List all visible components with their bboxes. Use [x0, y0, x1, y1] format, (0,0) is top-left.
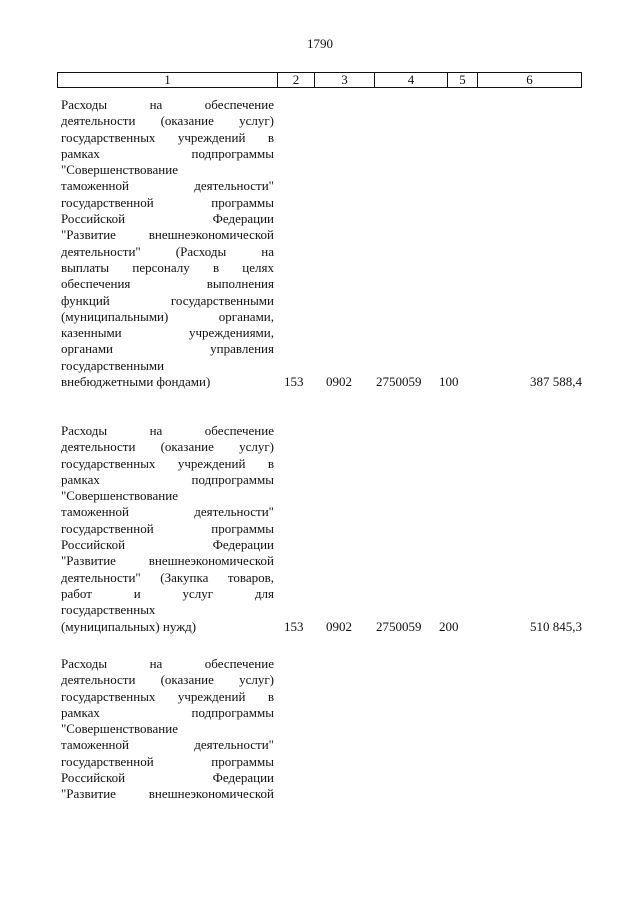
description-line: рамках подпрограммы: [61, 145, 274, 161]
description-line: деятельности" (Расходы на: [61, 243, 274, 259]
description-line: внебюджетными фондами): [61, 374, 211, 390]
description-line: рамках подпрограммы: [61, 471, 274, 487]
ministry-code-cell: 153: [284, 374, 304, 390]
description-line: (муниципальных) нужд): [61, 618, 197, 634]
description-line: Российской Федерации: [61, 537, 274, 553]
description-line: (муниципальными) органами,: [61, 308, 274, 324]
target-article-cell: 2750059: [376, 374, 422, 390]
ministry-code-cell: 153: [284, 618, 304, 634]
description-line: Российской Федерации: [61, 211, 274, 227]
description-line: рамках подпрограммы: [61, 704, 274, 720]
expense-type-cell: 100: [439, 374, 459, 390]
expense-type-cell: 200: [439, 618, 459, 634]
description-line: Расходы на обеспечение: [61, 423, 274, 438]
description-line: "Совершенствование: [61, 721, 178, 737]
target-article-cell: 2750059: [376, 618, 422, 634]
description-line: "Развитие внешнеэкономической: [61, 786, 274, 802]
description-line: деятельности" (Закупка товаров,: [61, 569, 274, 585]
column-header-5: 5: [448, 73, 478, 87]
description-line: деятельности (оказание услуг): [61, 113, 274, 129]
section-code-cell: 0902: [326, 374, 352, 390]
column-header-3: 3: [315, 73, 375, 87]
description-line: деятельности (оказание услуг): [61, 672, 274, 688]
amount-cell: 387 588,4: [530, 374, 582, 390]
description-line: казенными учреждениями,: [61, 325, 274, 341]
description-line: государственной программы: [61, 194, 274, 210]
row-description: [61, 656, 274, 803]
description-line: государственных учреждений в: [61, 455, 274, 471]
row-description: [61, 97, 274, 390]
description-line: работ и услуг для: [61, 585, 274, 601]
description-line: государственной программы: [61, 520, 274, 536]
description-line: государственных: [61, 602, 156, 618]
column-header-6: 6: [526, 72, 533, 87]
description-line: таможенной деятельности": [61, 504, 274, 520]
description-line: Расходы на обеспечение: [61, 97, 274, 112]
description-line: деятельности (оказание услуг): [61, 439, 274, 455]
description-line: органами управления: [61, 341, 274, 357]
description-line: функций государственными: [61, 292, 274, 308]
description-line: обеспечения выполнения: [61, 276, 274, 292]
description-line: государственными: [61, 357, 165, 373]
column-header-4: 4: [375, 73, 448, 87]
column-header-1: 1: [58, 73, 278, 87]
column-header-2: 2: [278, 73, 315, 87]
description-line: "Совершенствование: [61, 162, 178, 178]
section-code-cell: 0902: [326, 618, 352, 634]
description-line: таможенной деятельности": [61, 178, 274, 194]
description-line: государственной программы: [61, 753, 274, 769]
row-description: [61, 423, 274, 635]
description-line: "Развитие внешнеэкономической: [61, 553, 274, 569]
amount-cell: 510 845,3: [530, 618, 582, 634]
description-line: таможенной деятельности": [61, 737, 274, 753]
description-line: государственных учреждений в: [61, 129, 274, 145]
description-line: выплаты персоналу в целях: [61, 259, 274, 275]
table-header-row: [57, 72, 582, 88]
description-line: Российской Федерации: [61, 770, 274, 786]
description-line: "Совершенствование: [61, 488, 178, 504]
description-line: государственных учреждений в: [61, 688, 274, 704]
description-line: Расходы на обеспечение: [61, 656, 274, 671]
description-line: "Развитие внешнеэкономической: [61, 227, 274, 243]
page-number: 1790: [307, 36, 333, 51]
